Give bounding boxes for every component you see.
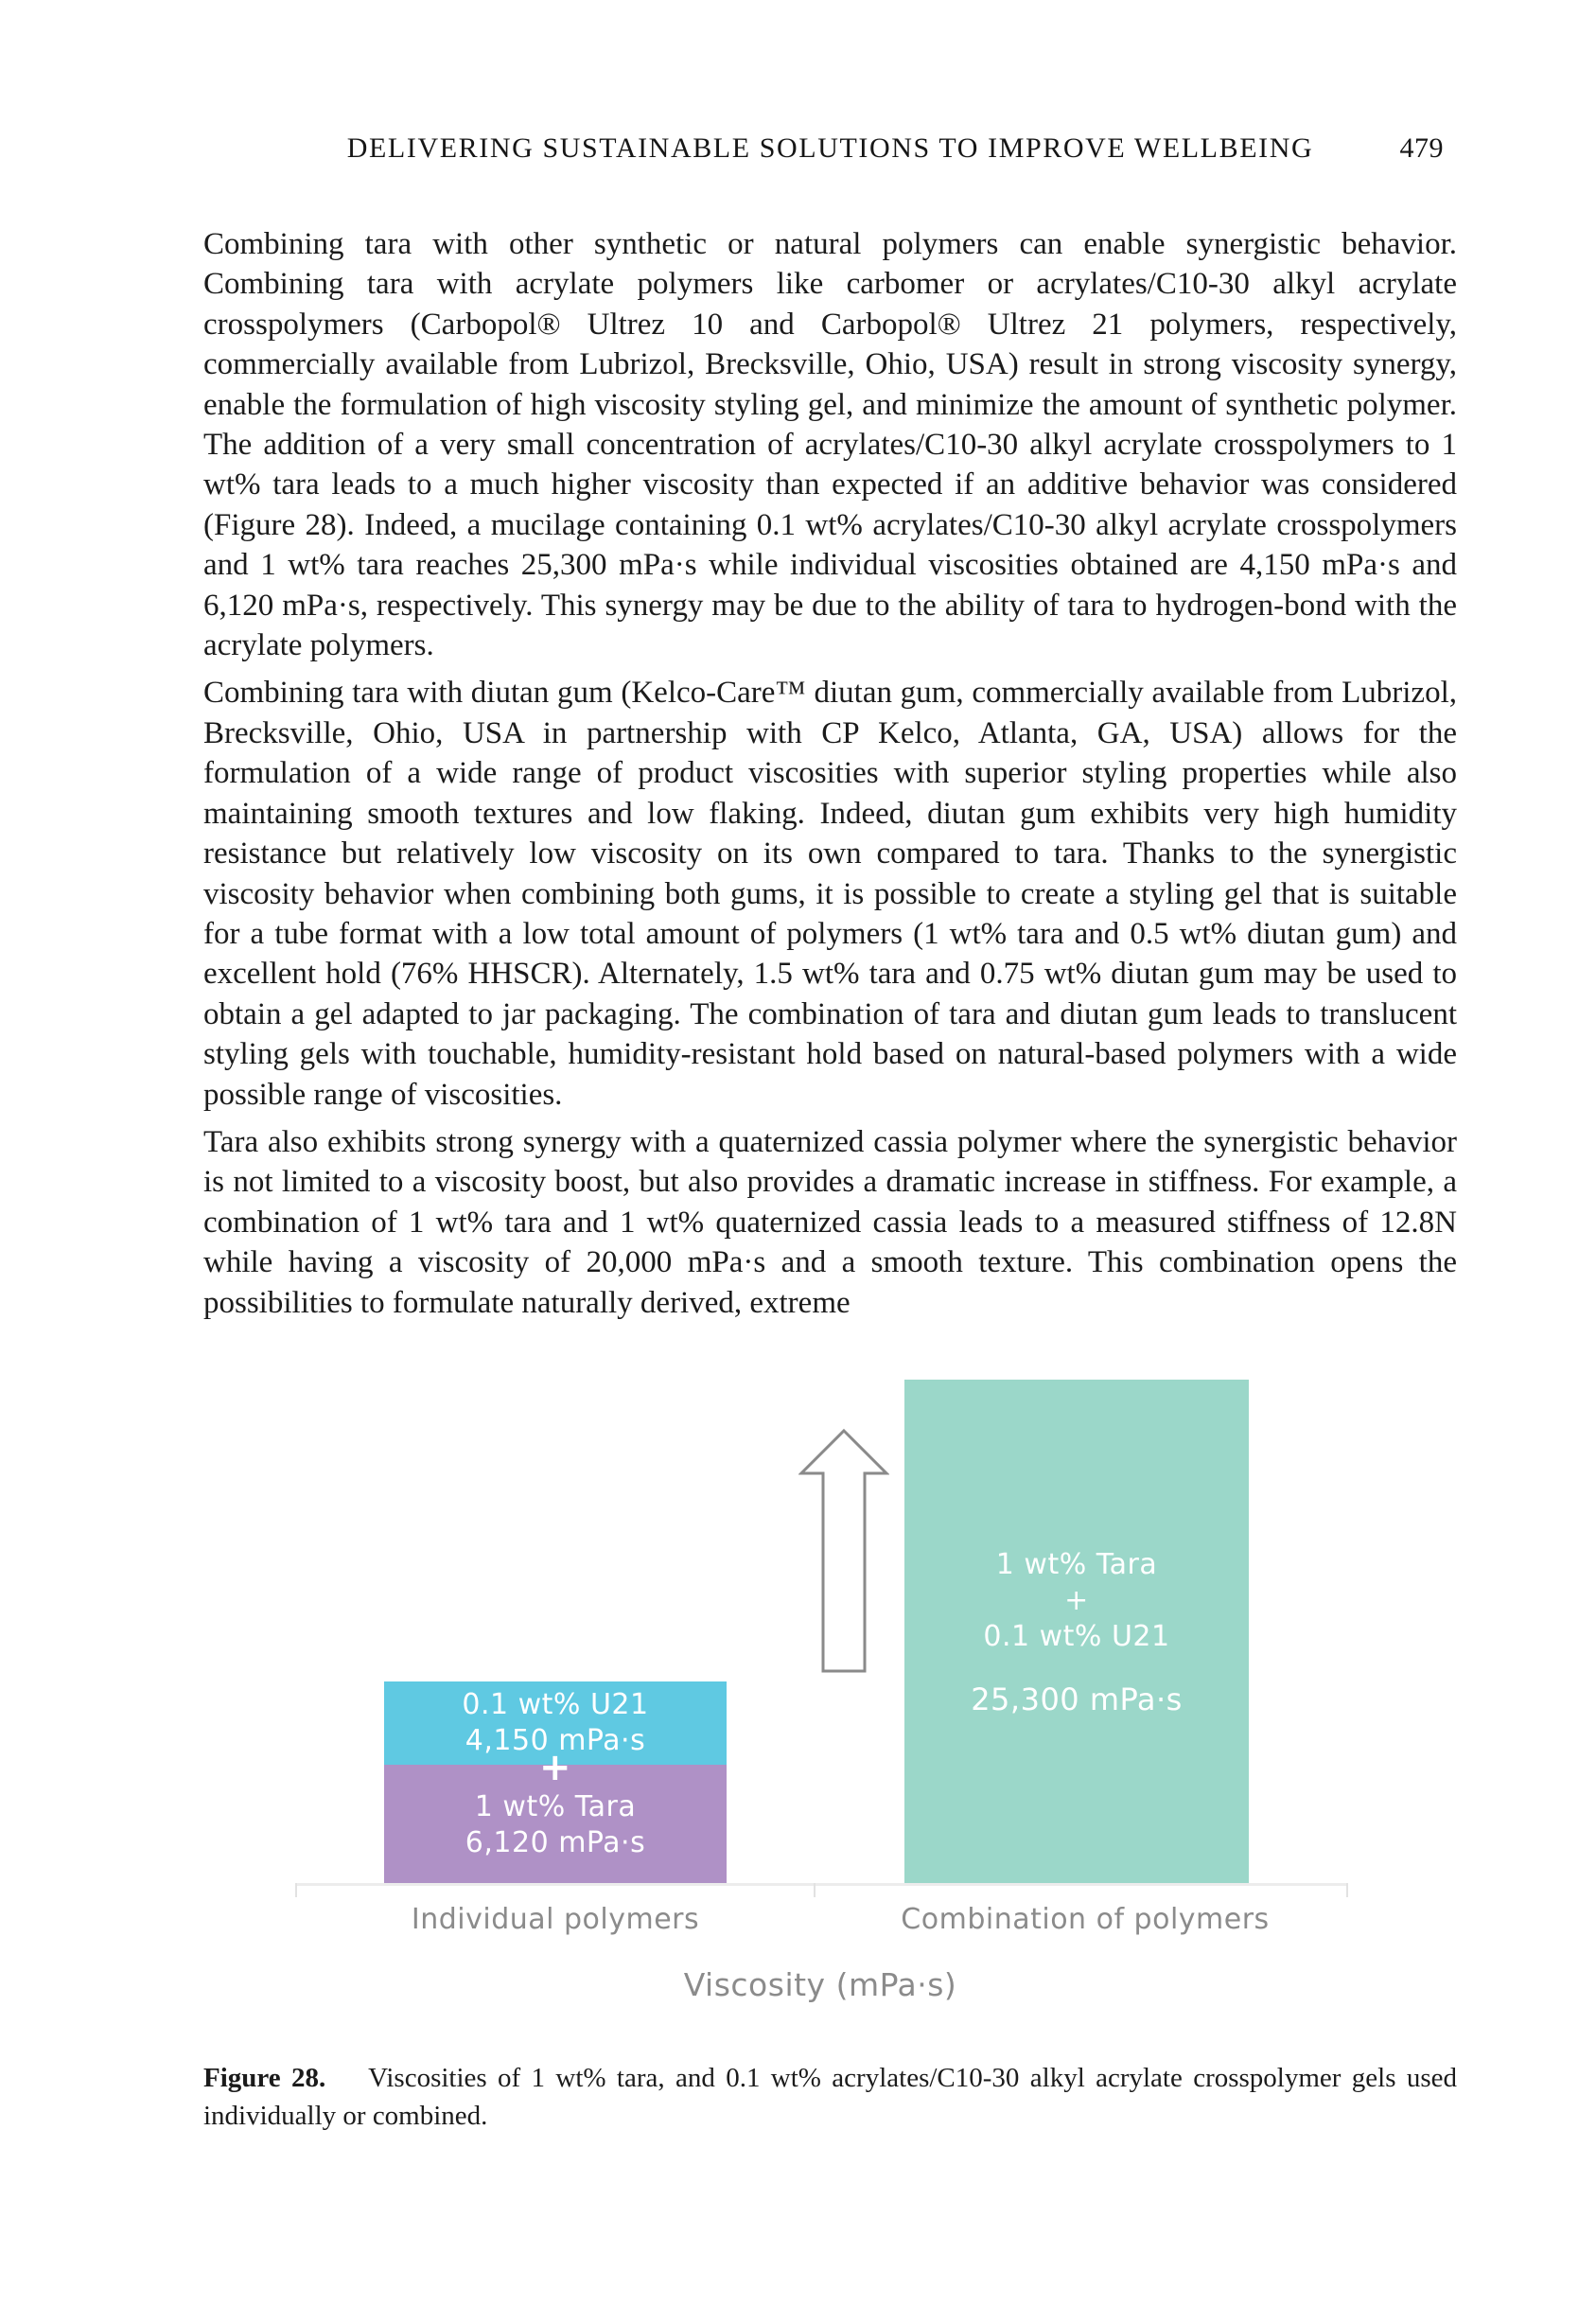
figure-caption-text: Viscosities of 1 wt% tara, and 0.1 wt% acrylates/C10-30 alkyl acrylate crosspolymer gels used individually or combined. [203, 2063, 1458, 2131]
category-label-combination: Combination of polymers [901, 1903, 1270, 1936]
arrow-up-icon [798, 1428, 889, 1674]
tara-value-label: 6,120 mPa·s [465, 1825, 646, 1859]
x-axis-line [295, 1883, 1348, 1886]
running-head-title: DELIVERING SUSTAINABLE SOLUTIONS TO IMPROVE WELLBEING [346, 132, 1314, 164]
paragraph-acrylate-synergy: Combining tara with other synthetic or natural polymers can enable synergistic behavior. Combining tara with acrylate polymers like carbomer or acrylates/C10-30 alkyl acrylate crosspolymers (Carbopol® Ultrez 10 and Carbopol® Ultrez 21 polymers, respectively, commercially available from Lubrizol, Brecksville, Ohio, USA) result in strong viscosity synergy, enable the formulation of high viscosity styling gel, and minimize the amount of synthetic polymer. The addition of a very small concentration of acrylates/C10-30 alkyl acrylate crosspolymers to 1 wt% tara leads to a much higher viscosity than expected if an additive behavior was considered (Figure 28). Indeed, a mucilage containing 0.1 wt% acrylates/C10-30 alkyl acrylate crosspolymers and 1 wt% tara reaches 25,300 mPa·s while individual viscosities obtained are 4,150 mPa·s and 6,120 mPa·s, respectively. This synergy may be due to the ability of tara to hydrogen-bond with the acrylate polymers. [203, 227, 1457, 663]
figure-caption-label: Figure 28. [203, 2063, 326, 2093]
axis-tick [1346, 1883, 1348, 1897]
combo-value-label: 25,300 mPa·s [971, 1681, 1183, 1717]
body-text [203, 224, 1457, 1330]
u21-value-label: 4,150 mPa·s [465, 1724, 646, 1757]
axis-tick [295, 1883, 297, 1897]
paragraph-quaternized-cassia: Tara also exhibits strong synergy with a quaternized cassia polymer where the synergistic behavior is not limited to a viscosity boost, but also provides a dramatic increase in stiffness. For example, a combination of 1 wt% tara and 1 wt% quaternized cassia leads to a measured stiffness of 12.8N while having a viscosity of 20,000 mPa·s and a smooth texture. This combination opens the possibilities to formulate naturally derived, extreme [203, 1124, 1457, 1320]
combo-label-line2: 0.1 wt% U21 [983, 1620, 1170, 1653]
figure-28-chart [284, 1363, 1362, 2025]
u21-name-label: 0.1 wt% U21 [462, 1688, 649, 1721]
paragraph-diutan-gum: Combining tara with diutan gum (Kelco-Care™ diutan gum, commercially available from Lubrizol, Brecksville, Ohio, USA in partnership with CP Kelco, Atlanta, GA, USA) allows for the formulation of a wide range of product viscosities with superior styling properties while also maintaining smooth textures and low flaking. Indeed, diutan gum exhibits very high humidity resistance but relatively low viscosity on its own compared to tara. Thanks to the synergistic viscosity behavior when combining both gums, it is possible to create a styling gel that is suitable for a tube format with a low total amount of polymers (1 wt% tara and 0.5 wt% diutan gum) and excellent hold (76% HHSCR). Alternately, 1.5 wt% tara and 0.75 wt% diutan gum may be used to obtain a gel adapted to jar packaging. The combination of tara and diutan gum leads to translucent styling gels with touchable, humidity-resistant hold based on natural-based polymers with a wide possible range of viscosities. [203, 676, 1457, 1112]
category-label-individual: Individual polymers [411, 1903, 700, 1936]
axis-title: Viscosity (mPa·s) [683, 1966, 957, 2003]
combo-label-line1: 1 wt% Tara [995, 1548, 1158, 1581]
tara-name-label: 1 wt% Tara [474, 1789, 637, 1823]
bar-combination [904, 1380, 1249, 1885]
page-number: 479 [1399, 132, 1444, 164]
axis-tick [814, 1883, 816, 1897]
running-head [203, 132, 1457, 165]
combo-label-plus: + [1064, 1584, 1089, 1617]
figure-caption [203, 2059, 1457, 2135]
plus-sign: + [538, 1746, 572, 1789]
